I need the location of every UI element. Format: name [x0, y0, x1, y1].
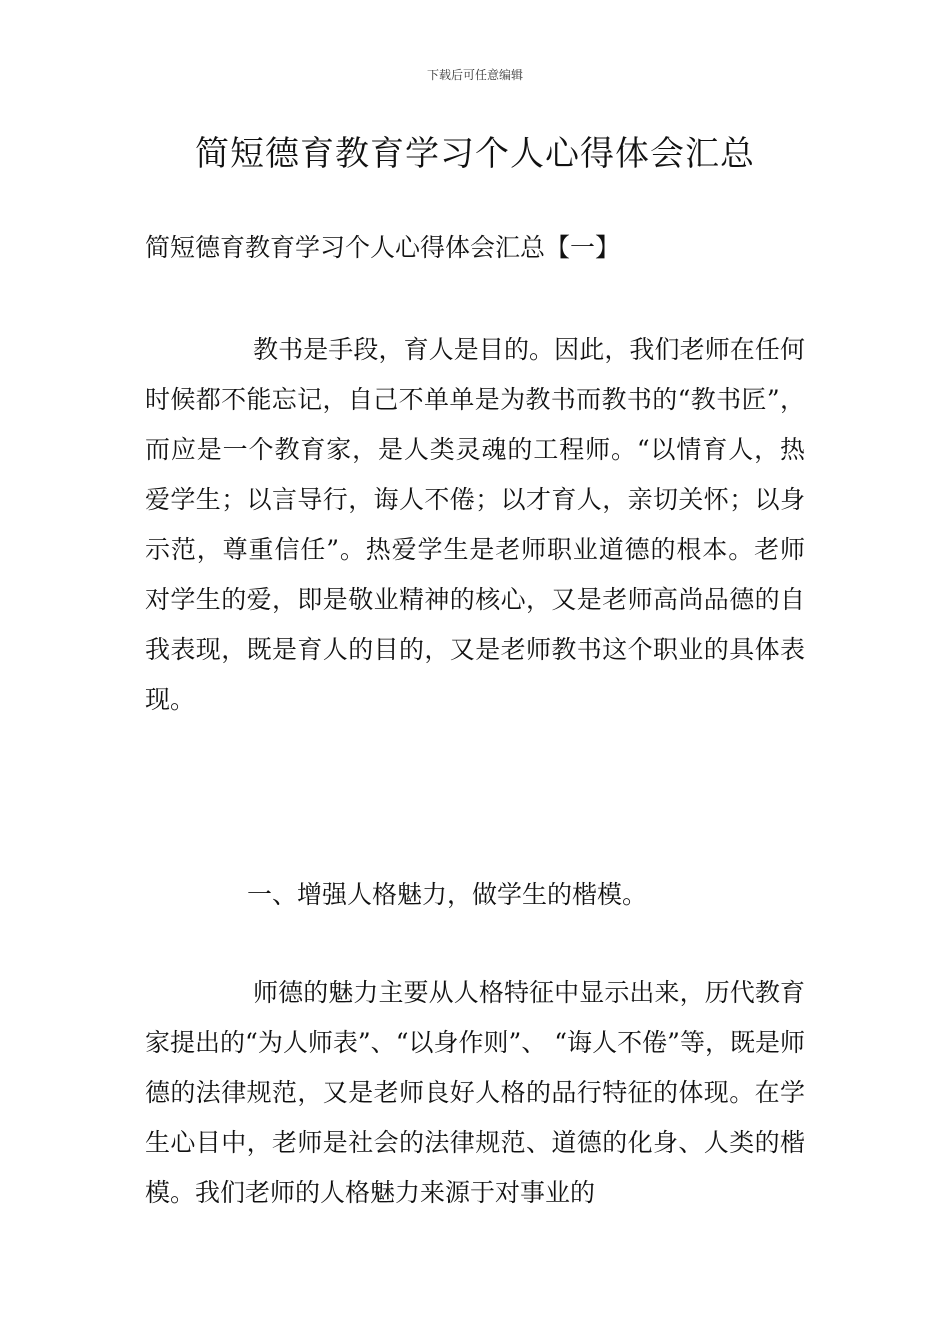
document-title: 简短德育教育学习个人心得体会汇总 — [195, 134, 755, 174]
paragraph: 师德的魅力主要从人格特征中显示出来，历代教育家提出的“为人师表”、“以身作则”、 “诲人不倦”等，既是师德的法律规范，又是老师良好人格的品行特征的体现。在学生心目中，老师是社会的法律规范、道德的化身、人类的楷模。我们老师的人格魅力来源于对事业的 — [145, 978, 805, 1207]
paragraph: 教书是手段，育人是目的。因此，我们老师在任何时候都不能忘记，自己不单单是为教书而教书的“教书匠”，而应是一个教育家，是人类灵魂的工程师。“以情育人，热爱学生；以言导行，诲人不倦；以才育人，亲切关怀；以身示范，尊重信任”。热爱学生是老师职业道德的根本。老师对学生的爱，即是敬业精神的核心，又是老师高尚品德的自我表现，既是育人的目的，又是老师教书这个职业的具体表现。 — [145, 335, 805, 714]
header-note: 下载后可任意编辑 — [426, 68, 523, 82]
section-heading: 简短德育教育学习个人心得体会汇总【一】 — [145, 233, 621, 262]
subheading: 一、增强人格魅力，做学生的楷模。 — [247, 880, 648, 909]
